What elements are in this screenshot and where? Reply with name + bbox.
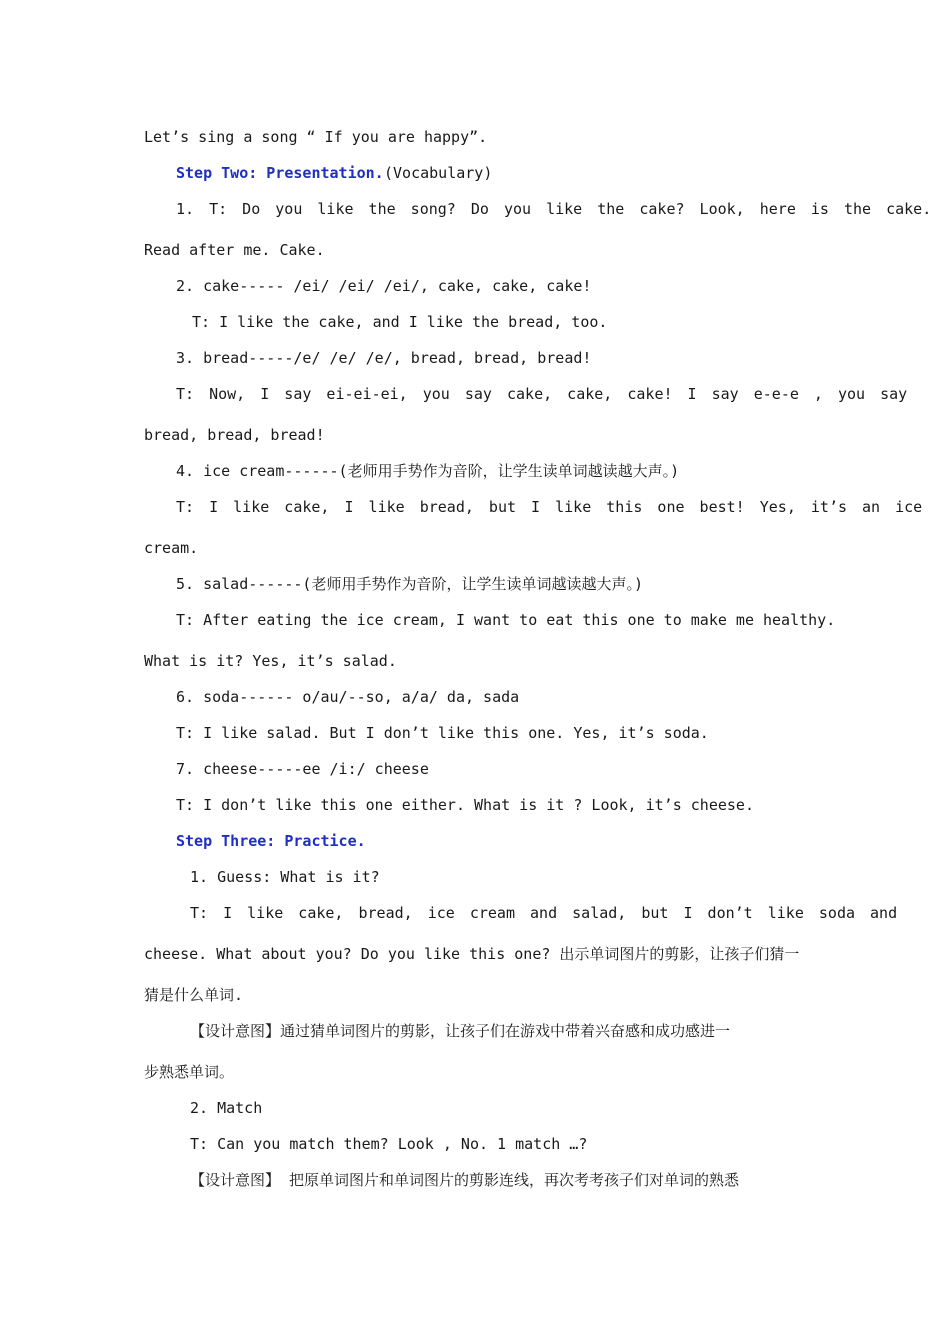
text-line: T: I like salad. But I don’t like this one. Yes, it’s soda.: [176, 724, 709, 742]
text-line: 步熟悉单词。: [144, 1063, 235, 1081]
text-line: What is it? Yes, it’s salad.: [144, 652, 397, 670]
text-line: T: Can you match them? Look , No. 1 match …?: [190, 1135, 588, 1153]
text-line: 7. cheese-----ee /i:/ cheese: [176, 760, 429, 778]
text-line: bread, bread, bread!: [144, 426, 325, 444]
text-line: T: I like cake, bread, ice cream and salad, but I don’t like soda and: [190, 904, 898, 922]
text-line: T: Now, I say ei-ei-ei, you say cake, cake, cake! I say e-e-e , you say: [176, 385, 908, 403]
text-line: cheese. What about you? Do you like this one? 出示单词图片的剪影，让孩子们猜一: [144, 945, 800, 963]
text-line: T: I like cake, I like bread, but I like this one best! Yes, it’s an ice: [176, 498, 923, 516]
text-line: 猜是什么单词.: [144, 986, 244, 1004]
text-line: T: I like the cake, and I like the bread, too.: [192, 313, 608, 331]
design-intent-note: 【设计意图】 把原单词图片和单词图片的剪影连线，再次考考孩子们对单词的熟悉: [190, 1171, 740, 1189]
text-line: T: After eating the ice cream, I want to eat this one to make me healthy.: [176, 611, 836, 629]
text-line: (Vocabulary): [384, 164, 493, 182]
text-line: Let’s sing a song “ If you are happy”.: [144, 128, 488, 146]
text-line: 5. salad------(老师用手势作为音阶，让学生读单词越读越大声。): [176, 575, 643, 593]
text-line: cream.: [144, 539, 199, 557]
design-intent-note: 【设计意图】通过猜单词图片的剪影，让孩子们在游戏中带着兴奋感和成功感进一: [190, 1022, 731, 1040]
text-line: 2. Match: [190, 1099, 263, 1117]
section-heading: Step Three: Practice.: [176, 832, 366, 850]
text-line: T: I don’t like this one either. What is it ? Look, it’s cheese.: [176, 796, 754, 814]
text-line: 1. Guess: What is it?: [190, 868, 380, 886]
text-line: 2. cake----- /ei/ /ei/ /ei/, cake, cake, cake!: [176, 277, 592, 295]
text-line: 1. T: Do you like the song? Do you like the cake? Look, here is the cake.: [176, 200, 932, 218]
text-line: 3. bread-----/e/ /e/ /e/, bread, bread, bread!: [176, 349, 592, 367]
text-line: 6. soda------ o/au/--so, a/a/ da, sada: [176, 688, 520, 706]
section-heading: Step Two: Presentation.: [176, 164, 384, 182]
text-line: 4. ice cream------(老师用手势作为音阶，让学生读单词越读越大声。): [176, 462, 680, 480]
text-line: Read after me. Cake.: [144, 241, 325, 259]
